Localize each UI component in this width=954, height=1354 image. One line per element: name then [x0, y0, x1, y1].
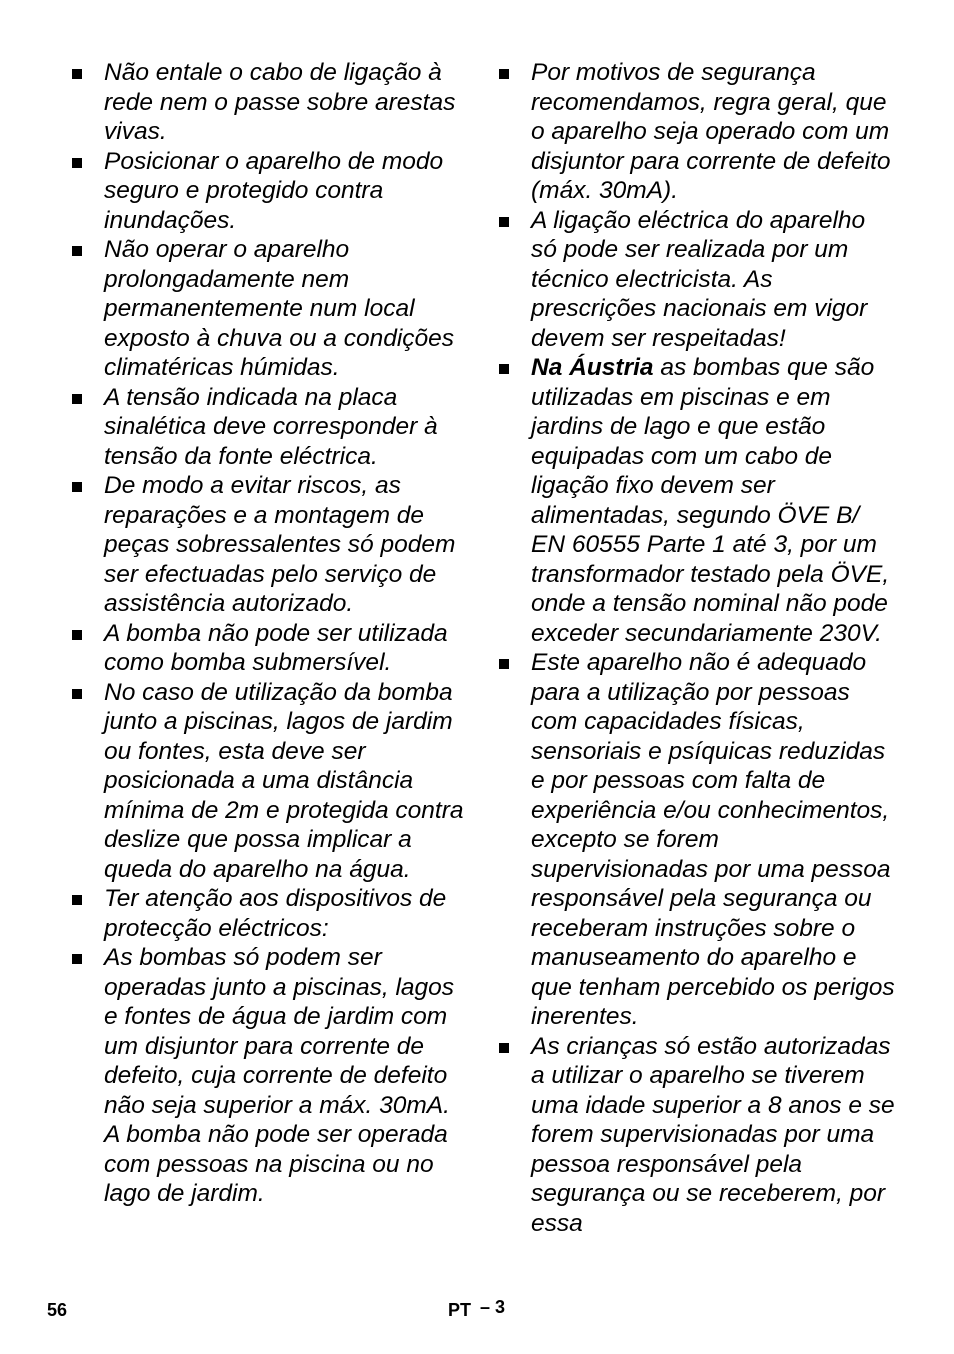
square-bullet-icon	[72, 69, 82, 79]
square-bullet-icon	[499, 364, 509, 374]
item-text: A ligação eléctrica do aparelho só pode ser realizada por um técnico electricista. As prescrições nacionais em vigor devem ser respeitadas!	[531, 206, 868, 352]
item-text: Posicionar o aparelho de modo seguro e protegido contra inundações.	[104, 147, 444, 234]
square-bullet-icon	[72, 246, 82, 256]
list-item	[497, 58, 897, 206]
square-bullet-icon	[72, 895, 82, 905]
list-item	[70, 383, 470, 472]
list-item	[70, 884, 470, 943]
item-bold-lead: Na Áustria	[531, 354, 654, 381]
square-bullet-icon	[499, 659, 509, 669]
item-text: De modo a evitar riscos, as reparações e a montagem de peças sobressalentes só podem ser efectuadas pelo serviço de assistência autorizado.	[104, 472, 456, 617]
list-item	[70, 678, 470, 885]
list-item	[497, 1032, 897, 1239]
item-text: Não entale o cabo de ligação à rede nem o passe sobre arestas vivas.	[104, 59, 456, 145]
square-bullet-icon	[72, 689, 82, 699]
square-bullet-icon	[72, 630, 82, 640]
list-item	[70, 147, 470, 236]
list-item	[70, 471, 470, 619]
item-text: As bombas só podem ser operadas junto a piscinas, lagos e fontes de água de jardim com um disjuntor para corrente de defeito, cuja corrente de defeito não seja superior a máx. 30mA. A bomba não pode ser operada com pessoas na piscina ou no lago de jardim.	[104, 944, 455, 1207]
item-text: A bomba não pode ser utilizada como bomba submersível.	[104, 619, 448, 676]
square-bullet-icon	[499, 69, 509, 79]
list-item	[70, 58, 470, 147]
item-text: No caso de utilização da bomba junto a piscinas, lagos de jardim ou fontes, esta deve ser posicionada a uma distância mínima de 2m e protegida contra deslize que possa implicar a queda do aparelho na água.	[104, 678, 464, 883]
list-item	[497, 206, 897, 354]
list-item	[70, 943, 470, 1209]
square-bullet-icon	[72, 954, 82, 964]
item-body: as bombas que são utilizadas em piscinas e em jardins de lago e que estão equipadas com um cabo de ligação fixo devem ser alimentadas, segundo ÖVE B/ EN 60555 Parte 1 até 3, por um transformador testado pela ÖVE, onde a tensão nominal não pode exceder secundariamente 230V.	[531, 354, 890, 647]
item-text: Não operar o aparelho prolongadamente nem permanentemente num local exposto à chuva ou a condições climatéricas húmidas.	[104, 236, 455, 381]
item-text: Ter atenção aos dispositivos de protecção eléctricos:	[104, 885, 447, 942]
square-bullet-icon	[72, 158, 82, 168]
item-text: A tensão indicada na placa sinalética deve corresponder à tensão da fonte eléctrica.	[104, 383, 438, 470]
list-item	[70, 235, 470, 383]
right-column	[497, 58, 897, 1238]
page-number: 56	[47, 1300, 68, 1320]
square-bullet-icon	[72, 394, 82, 404]
list-item	[497, 648, 897, 1032]
list-item	[497, 353, 897, 648]
sub-page-number: – 3	[480, 1297, 506, 1317]
item-text: Por motivos de segurança recomendamos, regra geral, que o aparelho seja operado com um disjuntor para corrente de defeito (máx. 30mA).	[531, 59, 891, 204]
list-item	[70, 619, 470, 678]
item-text	[531, 353, 897, 648]
square-bullet-icon	[499, 217, 509, 227]
item-text: Este aparelho não é adequado para a utilização por pessoas com capacidades físicas, sensoriais e psíquicas reduzidas e por pessoas com falta de experiência e/ou conhecimentos, excepto se forem supervisionadas por uma pessoa responsável pela segurança ou receberam instruções sobre o manuseamento do aparelho e que tenham percebido os perigos inerentes.	[531, 649, 895, 1030]
language-code: PT	[448, 1300, 472, 1320]
square-bullet-icon	[72, 482, 82, 492]
item-text: As crianças só estão autorizadas a utilizar o aparelho se tiverem uma idade superior a 8 anos e se forem supervisionadas por uma pessoa responsável pela segurança ou se receberem, por essa	[531, 1032, 895, 1237]
square-bullet-icon	[499, 1043, 509, 1053]
left-column	[70, 58, 470, 1209]
